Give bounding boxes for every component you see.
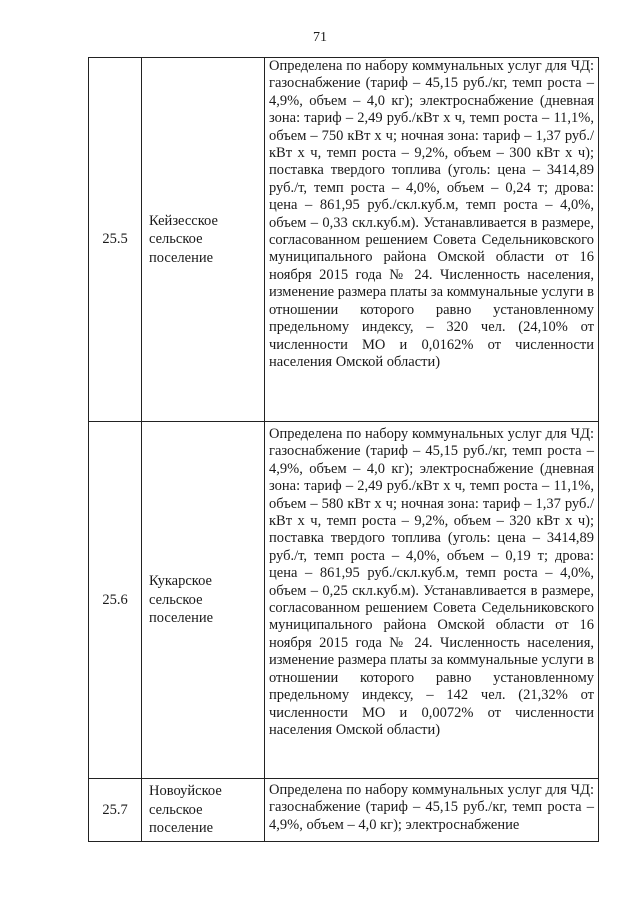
municipality-name-line: сельское (149, 231, 203, 248)
municipality-name-line: Кейзесское (149, 212, 218, 229)
row-number: 25.6 (89, 422, 142, 779)
municipality-name-line: сельское (149, 591, 203, 608)
municipality-name-line: поселение (149, 610, 214, 627)
page-number: 71 (313, 30, 327, 45)
tariff-description (265, 779, 599, 842)
table-row (89, 779, 599, 842)
municipality-name (142, 58, 265, 422)
municipality-name-line: сельское (149, 801, 203, 818)
tariff-description-text: Определена по набору коммунальных услуг для ЧД: газоснабжение (тариф – 45,15 руб./кг, темп роста – 4,9%, объем – 4,0 кг); электроснабжение (дневная зона: тариф – 2,49 руб./кВт х ч, темп роста – 11,1%, объем – 750 кВт х ч; ночная зона: тариф – 1,37 руб./кВт х ч, темп роста – 9,2%, объем – 300 кВт х ч); поставка твердого топлива (уголь: цена – 3414,89 руб./т, темп роста – 4,0%, объем – 0,24 т; дрова: цена – 861,95 руб./скл.куб.м, темп роста – 4,0%, объем – 0,33 скл.куб.м). Устанавливается в размере, согласованном решением Совета Седельниковского муниципального района Омской области от 16 ноября 2015 года № 24. Численность населения, изменение размера платы за коммунальные услуги в отношении которого равно установленному предельному индексу, – 320 чел. (24,10% от численности МО и 0,0162% от численности населения Омской области) (269, 58, 594, 370)
tariff-description-text: Определена по набору коммунальных услуг для ЧД: газоснабжение (тариф – 45,15 руб./кг, темп роста – 4,9%, объем – 4,0 кг); электроснабжение (269, 782, 594, 833)
municipality-name-line: Новоуйское (149, 783, 222, 799)
tariff-description-text: Определена по набору коммунальных услуг для ЧД: газоснабжение (тариф – 45,15 руб./кг, темп роста – 4,9%, объем – 4,0 кг); электроснабжение (дневная зона: тариф – 2,49 руб./кВт х ч, темп роста – 11,1%, объем – 580 кВт х ч; ночная зона: тариф – 1,37 руб./кВт х ч, темп роста – 9,2%, объем – 320 кВт х ч); поставка твердого топлива (уголь: цена – 3414,89 руб./т, темп роста – 4,0%, объем – 0,19 т; дрова: цена – 861,95 руб./скл.куб.м, темп роста – 4,0%, объем – 0,25 скл.куб.м). Устанавливается в размере, согласованном решением Совета Седельниковского муниципального района Омской области от 16 ноября 2015 года № 24. Численность населения, изменение размера платы за коммунальные услуги в отношении которого равно установленному предельному индексу, – 142 чел. (21,32% от численности МО и 0,0072% от численности населения Омской области) (269, 426, 594, 738)
tariff-description (265, 58, 599, 422)
table-row (89, 422, 599, 779)
row-number: 25.5 (89, 58, 142, 422)
tariff-description (265, 422, 599, 779)
municipality-name-line: поселение (149, 249, 214, 266)
municipality-name-line: поселение (149, 820, 214, 836)
row-number: 25.7 (89, 779, 142, 842)
municipality-name (142, 779, 265, 842)
table-row (89, 58, 599, 422)
municipality-name (142, 422, 265, 779)
municipality-name-line: Кукарское (149, 573, 212, 590)
municipality-table (88, 57, 599, 842)
